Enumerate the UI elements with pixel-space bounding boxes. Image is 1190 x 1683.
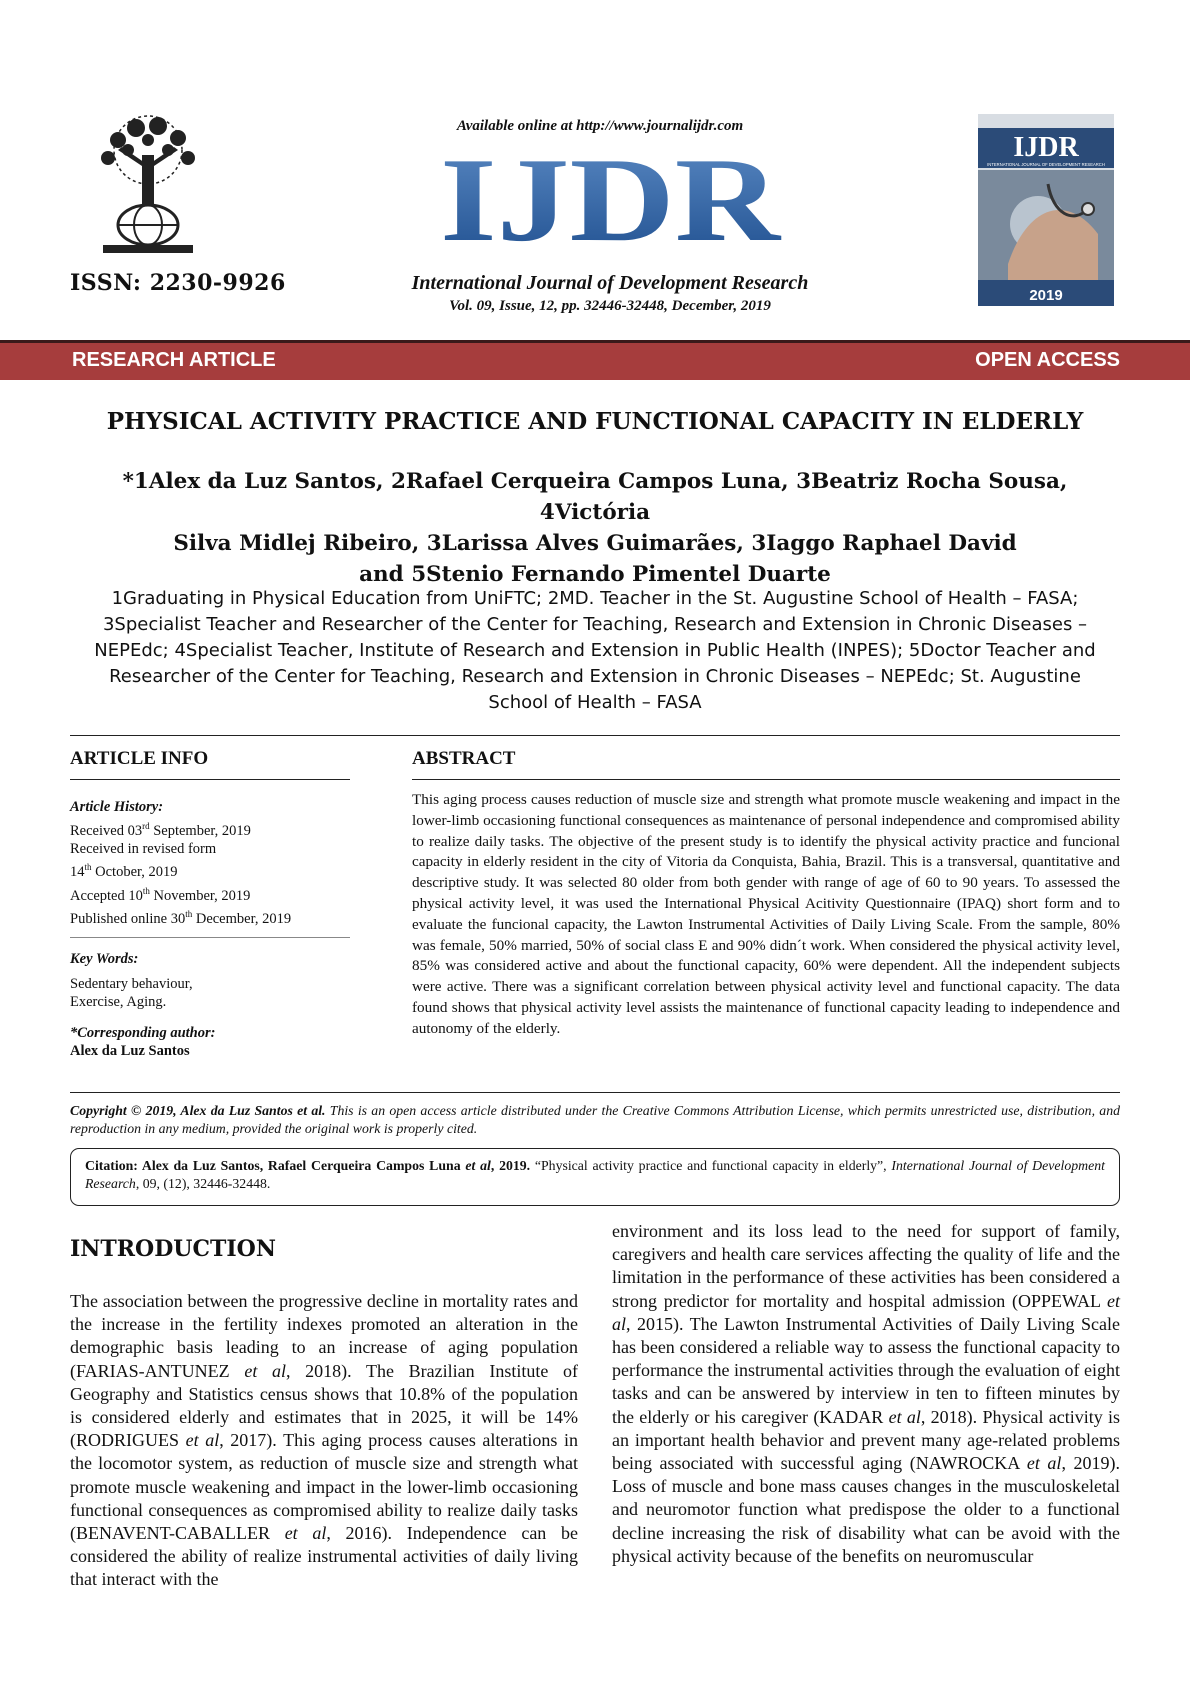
published-month: December, 2019 — [192, 910, 292, 927]
intro-text: , 2016). Independence can be considered the ability of realize instrumental activities of daily living that interact with the — [70, 1523, 578, 1590]
affiliation-line: 1Graduating in Physical Education from UniFTC; 2MD. Teacher in the St. Augustine School of Health – FASA; — [111, 588, 1079, 609]
received-date — [70, 817, 350, 840]
intro-etal: et al — [244, 1360, 286, 1381]
citation-authors: Citation: Alex da Luz Santos, Rafael Cerqueira Campos Luna — [85, 1158, 466, 1173]
copyright-notice — [70, 1102, 1120, 1138]
citation-journal: International Journal of Development Research — [85, 1158, 1105, 1191]
article-title: PHYSICAL ACTIVITY PRACTICE AND FUNCTIONAL CAPACITY IN ELDERLY — [106, 408, 1084, 435]
keywords-line: Sedentary behaviour, — [70, 975, 193, 992]
introduction-heading: INTRODUCTION — [70, 1236, 276, 1262]
accepted-date — [70, 882, 350, 905]
available-online-link[interactable]: Available online at http://www.journalijdr.com — [456, 118, 744, 134]
revised-label: Received in revised form — [70, 840, 217, 857]
affiliation-line: School of Health – FASA — [488, 692, 702, 713]
authors-line: and 5Stenio Fernando Pimentel Duarte — [359, 562, 831, 587]
accepted-sup: th — [142, 885, 150, 896]
open-access-label: OPEN ACCESS — [975, 349, 1120, 371]
published-date — [70, 905, 350, 928]
intro-text: , 2017). This aging process causes alterations in the locomotor system, as reduction of muscle size and strength what promote muscle weakening and impact in the lower-limb occasioning functional consequences as compromised ability to realize daily tasks (BENAVENT-CABALLER — [70, 1430, 578, 1544]
authors-line: *1Alex da Luz Santos, 2Rafael Cerqueira Campos Luna, 3Beatriz Rocha Sousa, 4Victória — [122, 469, 1068, 525]
intro-etal: et al — [284, 1523, 327, 1544]
revised-date — [70, 858, 350, 881]
keywords-line: Exercise, Aging. — [70, 994, 167, 1011]
divider — [70, 735, 1120, 736]
corresponding-author: Alex da Luz Santos — [70, 1043, 190, 1060]
published-sup: th — [185, 908, 193, 919]
introduction-left-column — [70, 1290, 578, 1592]
intro-text: , 2018). The Brazilian Institute of Geography and Statistics census shows that 10.8% of the population is considered elderly and estimates that in 2025, it will be 14% (RODRIGUES — [70, 1360, 578, 1451]
received-text: Received 03 — [70, 822, 143, 839]
citation-box — [70, 1148, 1120, 1206]
divider — [70, 1092, 1120, 1093]
citation-title: “Physical activity practice and functional capacity in elderly”, — [530, 1158, 892, 1173]
introduction-right-column — [612, 1220, 1120, 1568]
accepted-month: November, 2019 — [149, 887, 251, 904]
received-month: September, 2019 — [149, 822, 251, 839]
accepted-text: Accepted 10 — [70, 887, 143, 904]
received-sup: rd — [142, 820, 150, 831]
intro-etal: et al — [1026, 1453, 1062, 1474]
ijdr-logo — [430, 140, 790, 260]
authors-line: Silva Midlej Ribeiro, 3Larissa Alves Guimarães, 3Iaggo Raphael David — [173, 531, 1017, 556]
intro-etal: et al — [185, 1430, 220, 1451]
article-info-heading: ARTICLE INFO — [70, 748, 209, 769]
cover-subtitle: INTERNATIONAL JOURNAL OF DEVELOPMENT RESEARCH — [987, 162, 1105, 167]
volume-info: Vol. 09, Issue, 12, pp. 32446-32448, December, 2019 — [449, 298, 771, 314]
intro-text: , 2015). The Lawton Instrumental Activities of Daily Living Scale has been considered a reliable way to assess the functional capacity to performance the instrumental activities through the evaluation of eight tasks and can be answered by interview in ten to fifteen minutes by the elderly or his caregiver (KADAR — [612, 1313, 1120, 1427]
intro-text: , 2018). Physical activity is an important health behavior and prevent many age-related problems being associated with successful aging (NAWROCKA — [612, 1406, 1120, 1474]
affiliation-line: Researcher of the Center for Teaching, Research and Extension in Chronic Diseases – NEPEdc; St. Augustine — [109, 666, 1081, 687]
intro-etal: et al — [888, 1406, 921, 1427]
divider — [70, 779, 350, 780]
revised-month: October, 2019 — [91, 864, 178, 881]
journal-name: International Journal of Development Research — [411, 272, 809, 294]
abstract-heading: ABSTRACT — [412, 748, 516, 769]
issn: ISSN: 2230-9926 — [70, 270, 286, 296]
tree-globe-logo-icon — [78, 110, 218, 260]
abstract-text: This aging process causes reduction of muscle size and strength what promote muscle weakening and impact in the lower-limb occasioning functional consequences as maintenance of personal independence and compromised ability to realize daily tasks. The objective of the present study is to identify the physical activity practice and funcional capacity in elderly resident in the city of Vitoria da Conquista, Bahia, Brazil. This is a transversal, quantitative and descriptive study. It was selected 80 older from both gender with range of age of 60 to 90 years. To assessed the physical activity level, it was used the International Physical Acitivity Questionnaire (IPAQ) short form and to evaluate the funcional capacity, the Lawton Instrumental Activities of Daily Living Scale. From the sample, 80% was female, 50% married, 50% of social class E and 90% didn´t work. When considered the physical activity level, 85% was considered active and about the functional capacity, 60% were dependent. All the independent subjects were active. There was a significant correlation between physical activity level and functional capacity. The data found shows that physical activity level assists the maintenance of functional capacity leading to independence and autonomy of the elderly. — [412, 791, 1120, 1037]
affiliation-line: NEPEdc; 4Specialist Teacher, Institute of Research and Extension in Public Health (INPES); 5Doctor Teacher and — [94, 640, 1096, 661]
revised-sup: th — [84, 862, 92, 873]
citation-etal: et al — [465, 1158, 491, 1173]
article-history-label: Article History: — [70, 799, 164, 815]
copyright-text: This is an open access article distributed under the Creative Commons Attribution License, which permits unrestricted use, distribution, and reproduction in any medium, provided the original work is properly cited. — [70, 1103, 1120, 1136]
cover-brand: IJDR — [1013, 132, 1079, 163]
keywords-label: Key Words: — [70, 951, 139, 968]
published-text: Published online 30 — [70, 910, 186, 927]
affiliations — [70, 586, 1120, 716]
ijdr-logo-text: IJDR — [440, 140, 782, 260]
research-article-label: RESEARCH ARTICLE — [72, 349, 276, 371]
corresponding-label: *Corresponding author: — [70, 1024, 216, 1041]
intro-etal: et al — [612, 1290, 1120, 1334]
citation-rest: , 09, (12), 32446-32448. — [135, 1176, 271, 1191]
authors — [80, 466, 1110, 590]
citation-year: , 2019. — [490, 1158, 531, 1173]
affiliation-line: 3Specialist Teacher and Researcher of the Center for Teaching, Research and Extension in Chronic Diseases – — [102, 614, 1088, 635]
article-info — [70, 798, 350, 1061]
intro-text: environment and its loss lead to the need for support of family, caregivers and health care services affecting the quality of life and the limitation in the performance of these activities has been considered a strong predictor for mortality and hospital admission (OPPEWAL — [612, 1221, 1120, 1311]
divider — [412, 779, 1120, 780]
revised-text: 14 — [70, 864, 85, 881]
intro-text: , 2019). Loss of muscle and bone mass causes changes in the musculoskeletal and neuromotor function what predispose the older to a functional decline increasing the risk of disability what can be avoid with the physical activity because of the benefits on neuromuscular — [612, 1453, 1120, 1566]
journal-cover-image — [978, 114, 1114, 306]
intro-text: The association between the progressive decline in mortality rates and the increase in the fertility indexes promoted an alteration in the demographic basis leading to an increase of aging population (FARIAS-ANTUNEZ — [70, 1291, 578, 1381]
divider — [70, 937, 350, 938]
cover-year: 2019 — [1029, 287, 1063, 304]
copyright-holder: Copyright © 2019, Alex da Luz Santos et al. — [70, 1103, 326, 1118]
